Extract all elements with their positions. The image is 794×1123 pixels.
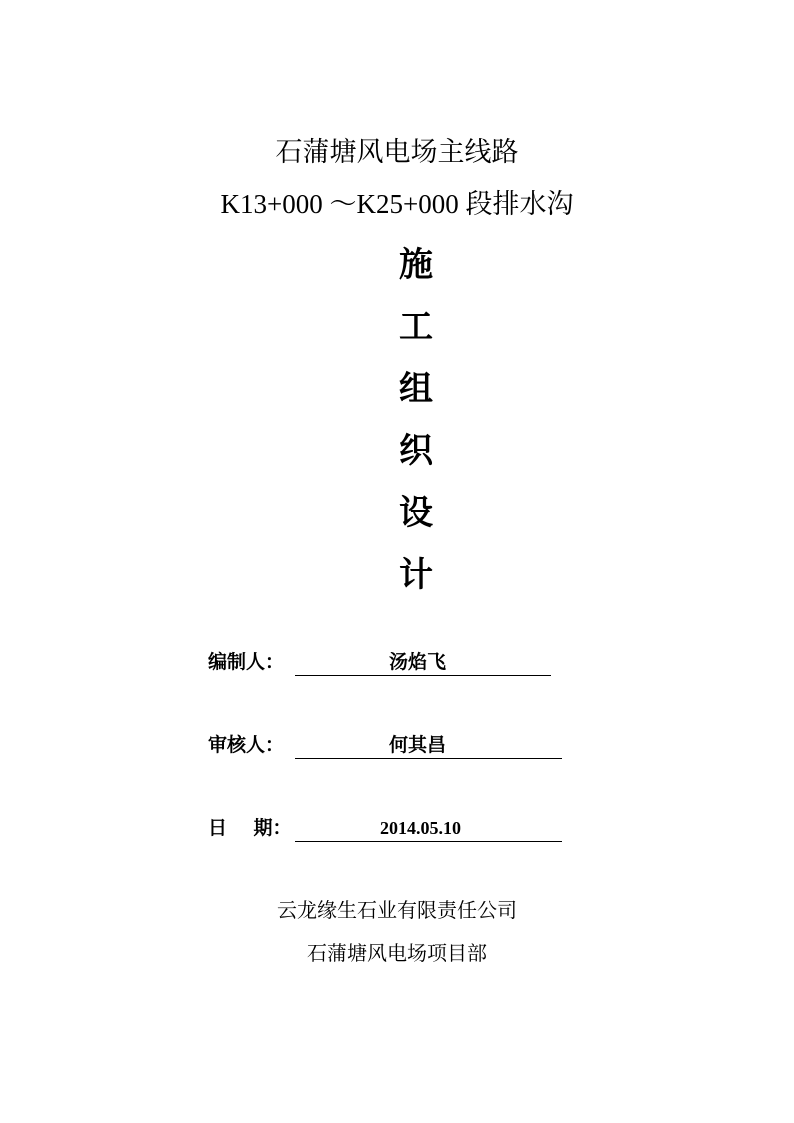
vertical-title-char: 计 <box>399 555 433 595</box>
date-field <box>208 813 564 843</box>
compiler-value: 汤焰飞 <box>389 651 447 673</box>
compiler-label: 编制人： <box>208 651 285 673</box>
reviewer-label: 审核人： <box>208 734 285 756</box>
vertical-title-char: 工 <box>399 307 433 347</box>
date-value: 2014.05.10 <box>380 818 461 838</box>
reviewer-value: 何其昌 <box>389 734 447 756</box>
vertical-title-char: 设 <box>399 493 433 533</box>
reviewer-field <box>208 730 564 760</box>
date-label: 日 期： <box>208 817 292 839</box>
compiler-field <box>208 647 554 677</box>
title-line-2: K13+000 ～K25+000 段排水沟 <box>220 189 574 219</box>
department-name: 石蒲塘风电场项目部 <box>307 941 487 965</box>
vertical-title-char: 组 <box>399 369 433 409</box>
vertical-title-char: 织 <box>399 431 433 471</box>
company-name: 云龙缘生石业有限责任公司 <box>277 898 517 922</box>
vertical-title-char: 施 <box>399 245 433 285</box>
vertical-document-title <box>380 234 452 606</box>
title-line-1: 石蒲塘风电场主线路 <box>275 137 519 168</box>
